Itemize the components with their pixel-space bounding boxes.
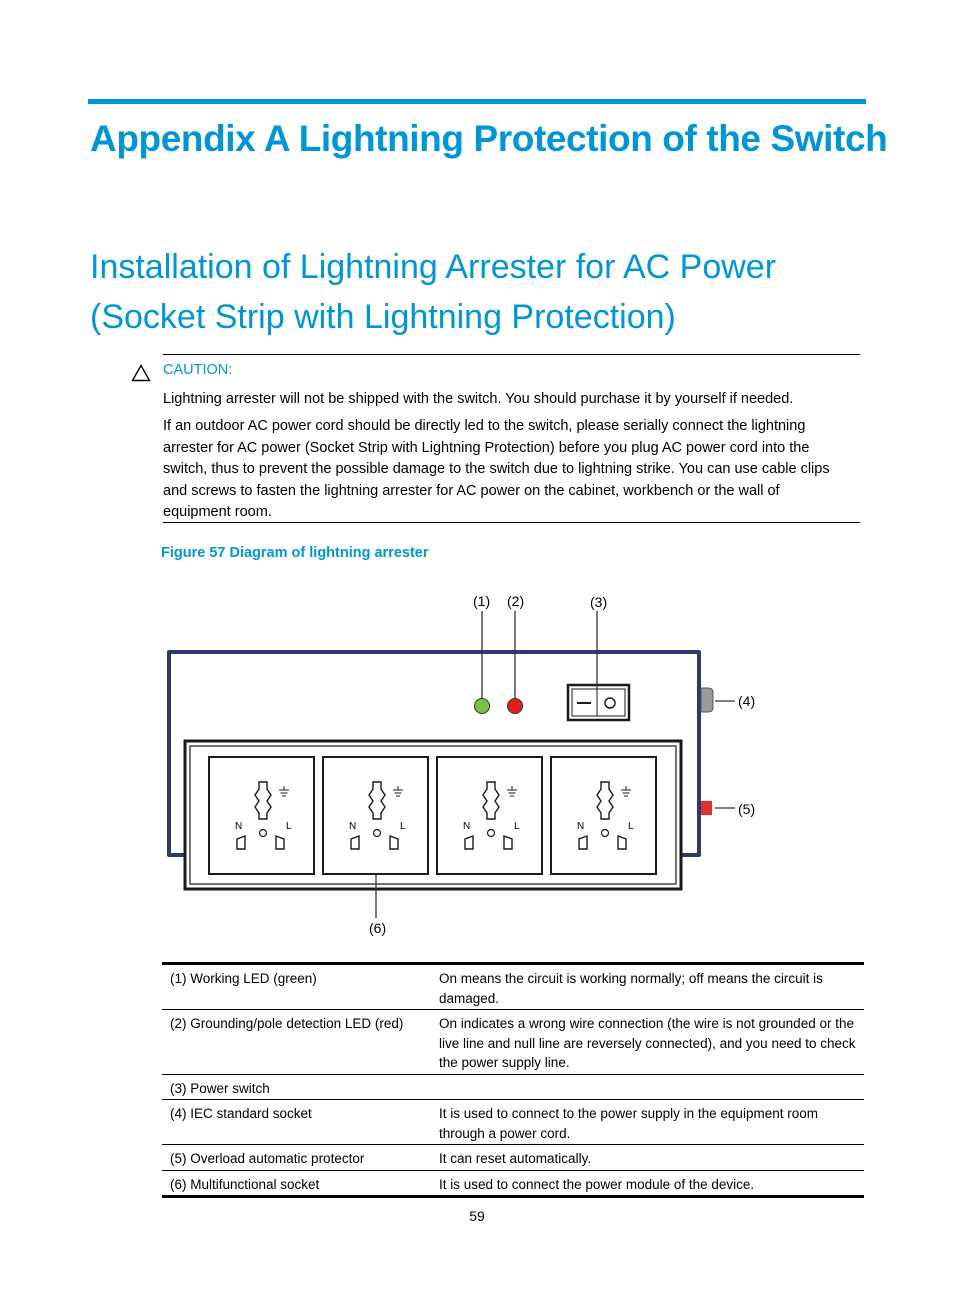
warning-triangle-icon xyxy=(131,364,151,382)
section-title-line-1: Installation of Lightning Arrester for AC Power xyxy=(90,248,777,286)
neutral-label: N xyxy=(349,821,357,832)
legend-item: (6) Multifunctional socket xyxy=(170,1176,320,1192)
power-switch xyxy=(568,685,629,720)
legend-description: On means the circuit is working normally; off means the circuit is damaged. xyxy=(431,964,864,1010)
callout-label-5: (5) xyxy=(738,801,756,817)
legend-item: (3) Power switch xyxy=(162,1074,431,1100)
legend-item: (1) Working LED (green) xyxy=(162,964,431,1010)
legend-description xyxy=(431,1074,864,1100)
neutral-label: N xyxy=(235,821,243,832)
caution-bottom-rule xyxy=(163,522,860,523)
caution-paragraph-2-line: arrester for AC power (Socket Strip with Lightning Protection) before you plug AC power cord into the xyxy=(163,439,810,456)
callout-label-4: (4) xyxy=(738,693,756,709)
overload-protector xyxy=(701,801,712,815)
table-row xyxy=(162,1010,864,1075)
live-label: L xyxy=(514,821,520,832)
legend-item: (4) IEC standard socket xyxy=(162,1100,431,1145)
multifunctional-socket xyxy=(209,757,314,874)
legend-description: It is used to connect the power module of the device. xyxy=(439,1176,755,1192)
table-row xyxy=(162,1145,864,1171)
caution-paragraph-2 xyxy=(163,416,863,524)
legend-item: (5) Overload automatic protector xyxy=(162,1145,431,1171)
legend-item: (2) Grounding/pole detection LED (red) xyxy=(162,1010,431,1075)
lightning-arrester-diagram xyxy=(0,580,954,950)
legend-table xyxy=(162,962,864,1198)
multifunctional-socket xyxy=(437,757,542,874)
live-label: L xyxy=(628,821,634,832)
caution-paragraph-2-line: switch, thus to prevent the possible damage to the switch due to lightning strike. You can use cable clips xyxy=(163,461,830,477)
caution-paragraph-2-line: equipment room. xyxy=(163,504,272,520)
section-title xyxy=(90,242,870,342)
legend-description: It is used to connect to the power supply in the equipment room through a power cord. xyxy=(431,1100,864,1145)
table-row xyxy=(162,1074,864,1100)
table-row xyxy=(162,964,864,1010)
iec-socket xyxy=(701,688,713,712)
callout-label-2: (2) xyxy=(507,593,525,609)
page-number: 59 xyxy=(469,1208,485,1224)
multifunctional-socket xyxy=(323,757,428,874)
caution-top-rule xyxy=(163,354,860,355)
legend-description: It can reset automatically. xyxy=(431,1145,864,1171)
working-led-green xyxy=(475,699,490,714)
multifunctional-socket xyxy=(551,757,656,874)
caution-paragraph-2-line: If an outdoor AC power cord should be directly led to the switch, please serially connect the lightning xyxy=(163,418,806,434)
callout-label-3: (3) xyxy=(590,594,608,610)
chapter-top-rule xyxy=(88,99,866,104)
caution-paragraph-1: Lightning arrester will not be shipped with the switch. You should purchase it by yourself if needed. xyxy=(163,391,794,407)
detection-led-red xyxy=(508,699,523,714)
live-label: L xyxy=(400,821,406,832)
neutral-label: N xyxy=(463,821,471,832)
caution-paragraph-2-line: and screws to fasten the lightning arrester for AC power on the cabinet, workbench or the wall of xyxy=(163,482,780,499)
chapter-title: Appendix A Lightning Protection of the Switch xyxy=(90,118,888,159)
live-label: L xyxy=(286,821,292,832)
figure-caption: Figure 57 Diagram of lightning arrester xyxy=(161,545,429,561)
section-title-line-2: (Socket Strip with Lightning Protection) xyxy=(90,298,676,336)
table-row xyxy=(162,1170,864,1197)
table-row xyxy=(162,1100,864,1145)
caution-label: CAUTION: xyxy=(163,362,233,378)
callout-label-6: (6) xyxy=(369,920,387,936)
legend-description: On indicates a wrong wire connection (the wire is not grounded or the live line and null line are reversely connected), and you need to check the power supply line. xyxy=(431,1010,864,1075)
neutral-label: N xyxy=(577,821,585,832)
callout-label-1: (1) xyxy=(473,593,491,609)
